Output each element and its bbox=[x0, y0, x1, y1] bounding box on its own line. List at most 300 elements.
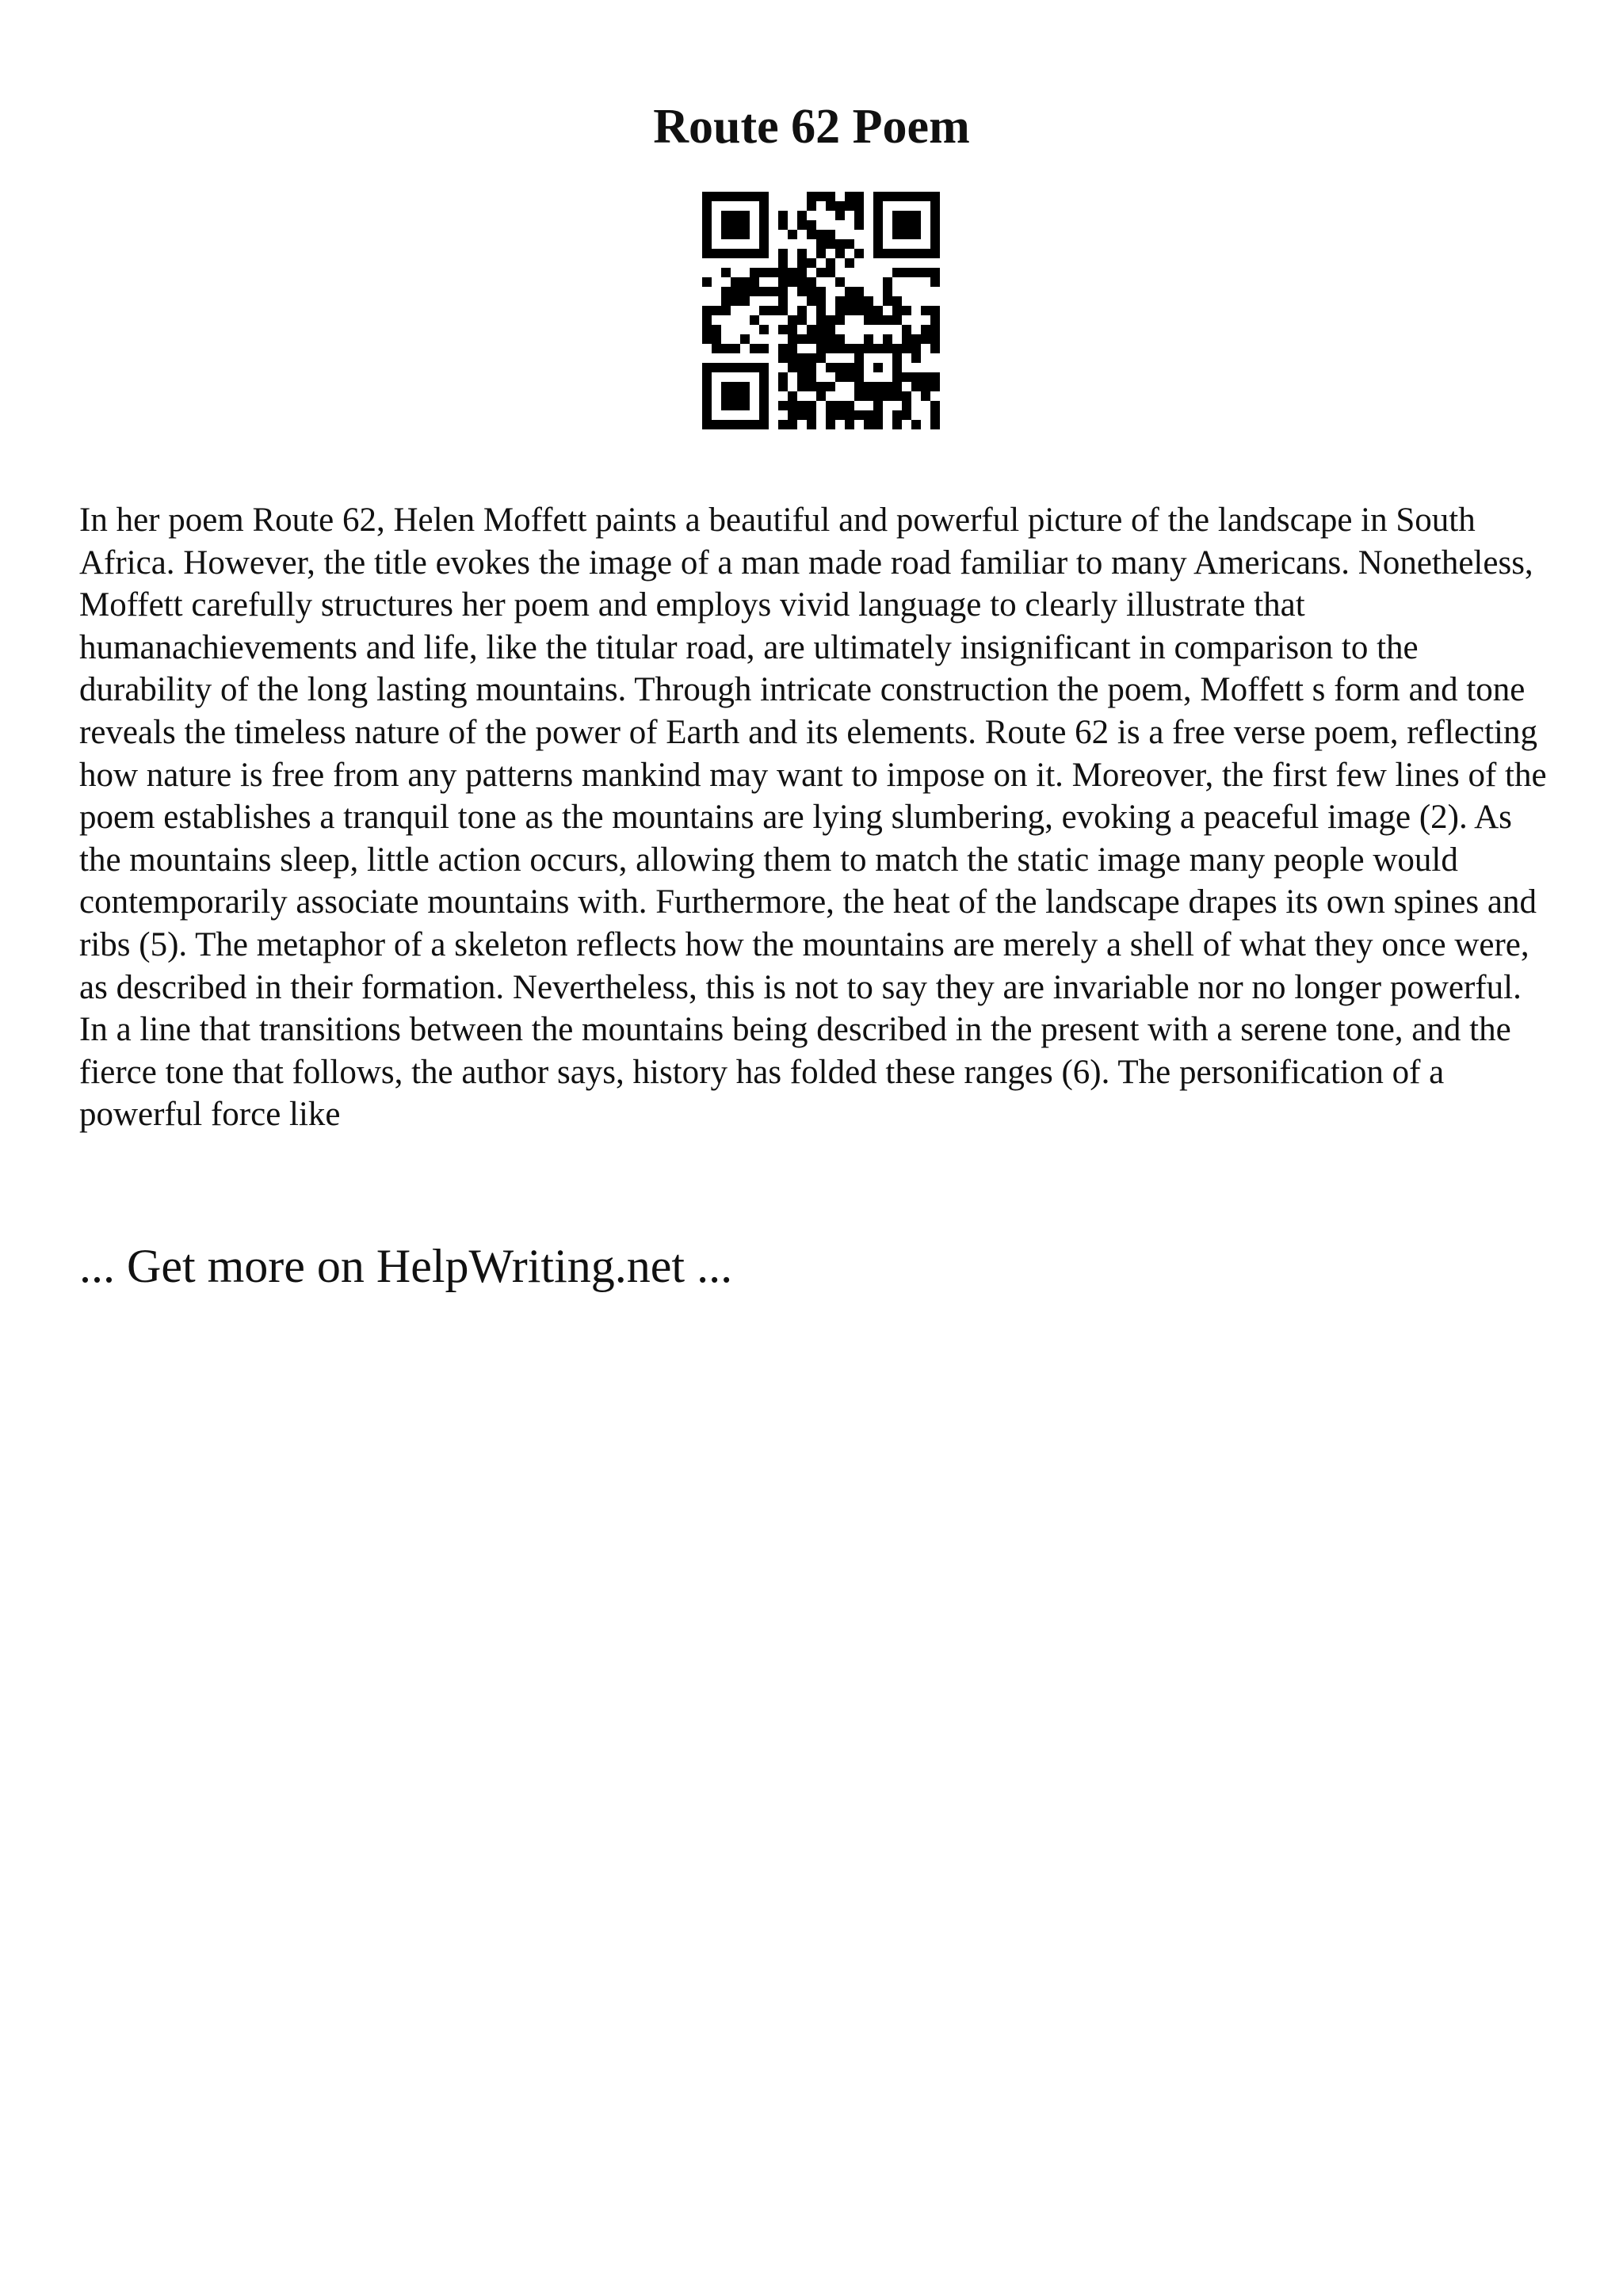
qr-module bbox=[816, 315, 826, 325]
qr-module bbox=[788, 420, 797, 429]
qr-module bbox=[731, 220, 740, 230]
qr-module bbox=[721, 306, 731, 315]
qr-module bbox=[788, 353, 797, 363]
qr-module bbox=[892, 211, 902, 220]
qr-module bbox=[797, 410, 807, 420]
qr-module bbox=[807, 401, 816, 410]
get-more-link[interactable]: ... Get more on HelpWriting.net ... bbox=[79, 1240, 733, 1292]
qr-module bbox=[721, 382, 731, 391]
qr-module bbox=[845, 201, 854, 211]
qr-module bbox=[702, 363, 712, 372]
qr-module bbox=[826, 258, 835, 268]
qr-module bbox=[807, 372, 816, 382]
qr-module bbox=[921, 325, 930, 334]
qr-module bbox=[902, 192, 911, 201]
qr-module bbox=[930, 420, 940, 429]
qr-module bbox=[854, 382, 864, 391]
qr-module bbox=[826, 382, 835, 391]
qr-module bbox=[835, 363, 845, 372]
qr-module bbox=[759, 211, 769, 220]
qr-module bbox=[883, 391, 892, 401]
qr-module bbox=[835, 334, 845, 344]
qr-module bbox=[721, 287, 731, 296]
qr-module bbox=[826, 420, 835, 429]
qr-module bbox=[902, 372, 911, 382]
qr-module bbox=[854, 306, 864, 315]
qr-module bbox=[911, 344, 921, 353]
qr-module bbox=[826, 230, 835, 239]
qr-module bbox=[721, 420, 731, 429]
qr-module bbox=[911, 230, 921, 239]
qr-module bbox=[712, 249, 721, 258]
qr-module bbox=[816, 391, 826, 401]
qr-module bbox=[721, 230, 731, 239]
qr-module bbox=[873, 391, 883, 401]
qr-module bbox=[778, 287, 788, 296]
qr-module bbox=[759, 325, 769, 334]
qr-module bbox=[807, 230, 816, 239]
qr-module bbox=[892, 420, 902, 429]
qr-module bbox=[750, 287, 759, 296]
qr-module bbox=[826, 192, 835, 201]
qr-module bbox=[883, 344, 892, 353]
qr-module bbox=[892, 296, 902, 306]
qr-module bbox=[930, 192, 940, 201]
qr-module bbox=[845, 410, 854, 420]
qr-module bbox=[845, 363, 854, 372]
qr-module bbox=[864, 315, 873, 325]
qr-module bbox=[702, 410, 712, 420]
qr-module bbox=[883, 296, 892, 306]
qr-module bbox=[731, 420, 740, 429]
qr-module bbox=[778, 258, 788, 268]
qr-module bbox=[816, 230, 826, 239]
qr-module bbox=[835, 277, 845, 287]
qr-module bbox=[778, 211, 788, 220]
qr-module bbox=[864, 420, 873, 429]
qr-module bbox=[921, 391, 930, 401]
qr-module bbox=[883, 192, 892, 201]
qr-module bbox=[740, 334, 750, 344]
qr-module bbox=[778, 401, 788, 410]
qr-module bbox=[778, 268, 788, 277]
qr-module bbox=[902, 334, 911, 344]
essay-excerpt: In her poem Route 62, Helen Moffett paints a beautiful and powerful picture of the landscape in South Africa. However, the title evokes the image of a man made road familiar to many Americans. Nonetheless, Moffett carefully structures her poem and employs vivid language to clearly illustrate that humanachievements and life, like the titular road, are ultimately insignificant in comparison to the durability of the long lasting mountains. Through intricate construction the poem, Moffett s form and tone reveals the timeless nature of the power of Earth and its elements. Route 62 is a free verse poem, reflecting how nature is free from any patterns mankind may want to impose on it. Moreover, the first few lines of the poem establishes a tranquil tone as the mountains are lying slumbering, evoking a peaceful image (2). As the mountains sleep, little action occurs, allowing them to match the static image many people would contemporarily associate mountains with. Furthermore, the heat of the landscape drapes its own spines and ribs (5). The metaphor of a skeleton reflects how the mountains are merely a shell of what they once were, as described in their formation. Nevertheless, this is not to say they are invariable nor no longer powerful. In a line that transitions between the mountains being described in the present with a serene tone, and the fierce tone that follows, the author says, history has folded these ranges (6). The personification of a powerful force like bbox=[79, 502, 1547, 1134]
qr-module bbox=[731, 344, 740, 353]
qr-module bbox=[712, 344, 721, 353]
qr-module bbox=[864, 344, 873, 353]
qr-module bbox=[902, 344, 911, 353]
qr-module bbox=[731, 382, 740, 391]
qr-module bbox=[930, 249, 940, 258]
qr-module bbox=[883, 249, 892, 258]
qr-module bbox=[826, 325, 835, 334]
qr-module bbox=[807, 363, 816, 372]
qr-module bbox=[740, 401, 750, 410]
qr-module bbox=[731, 363, 740, 372]
qr-module bbox=[759, 306, 769, 315]
qr-module bbox=[930, 239, 940, 249]
qr-module bbox=[854, 363, 864, 372]
qr-module bbox=[750, 277, 759, 287]
qr-module bbox=[731, 192, 740, 201]
qr-module bbox=[788, 315, 797, 325]
qr-module bbox=[778, 344, 788, 353]
qr-module bbox=[835, 401, 845, 410]
qr-module bbox=[759, 201, 769, 211]
qr-module bbox=[930, 372, 940, 382]
qr-module bbox=[902, 230, 911, 239]
qr-module bbox=[807, 296, 816, 306]
qr-module bbox=[740, 277, 750, 287]
qr-module bbox=[816, 306, 826, 315]
qr-module bbox=[835, 410, 845, 420]
qr-module bbox=[873, 192, 883, 201]
qr-module bbox=[759, 372, 769, 382]
qr-module bbox=[797, 363, 807, 372]
qr-module bbox=[835, 201, 845, 211]
qr-module bbox=[816, 239, 826, 249]
qr-module bbox=[845, 239, 854, 249]
qr-module bbox=[892, 344, 902, 353]
qr-module bbox=[921, 268, 930, 277]
qr-module bbox=[816, 353, 826, 363]
qr-module bbox=[702, 315, 712, 325]
qr-module bbox=[702, 201, 712, 211]
qr-module bbox=[883, 277, 892, 287]
qr-module bbox=[816, 344, 826, 353]
qr-module bbox=[778, 420, 788, 429]
qr-module bbox=[731, 391, 740, 401]
qr-module bbox=[873, 306, 883, 315]
qr-module bbox=[740, 363, 750, 372]
qr-module bbox=[712, 363, 721, 372]
qr-module bbox=[873, 401, 883, 410]
qr-module bbox=[797, 353, 807, 363]
qr-module bbox=[854, 344, 864, 353]
qr-module bbox=[911, 372, 921, 382]
qr-module bbox=[778, 277, 788, 287]
qr-module bbox=[702, 382, 712, 391]
qr-module bbox=[797, 334, 807, 344]
qr-module bbox=[873, 344, 883, 353]
qr-module bbox=[835, 372, 845, 382]
qr-module bbox=[911, 192, 921, 201]
qr-module bbox=[816, 296, 826, 306]
qr-module bbox=[930, 401, 940, 410]
qr-module bbox=[921, 382, 930, 391]
qr-module bbox=[750, 363, 759, 372]
qr-module bbox=[854, 249, 864, 258]
qr-module bbox=[835, 211, 845, 220]
qr-module bbox=[873, 239, 883, 249]
qr-module bbox=[816, 334, 826, 344]
qr-module bbox=[930, 410, 940, 420]
qr-module bbox=[721, 249, 731, 258]
qr-module bbox=[731, 249, 740, 258]
qr-module bbox=[892, 372, 902, 382]
qr-module bbox=[797, 315, 807, 325]
qr-module bbox=[759, 420, 769, 429]
qr-module bbox=[712, 334, 721, 344]
qr-module bbox=[721, 220, 731, 230]
qr-module bbox=[892, 315, 902, 325]
qr-module bbox=[759, 268, 769, 277]
qr-module bbox=[902, 325, 911, 334]
qr-module bbox=[740, 382, 750, 391]
qr-module bbox=[807, 258, 816, 268]
qr-module bbox=[854, 391, 864, 401]
qr-module bbox=[759, 192, 769, 201]
qr-module bbox=[702, 334, 712, 344]
qr-module bbox=[911, 382, 921, 391]
qr-module bbox=[826, 334, 835, 344]
qr-module bbox=[750, 315, 759, 325]
qr-module bbox=[816, 325, 826, 334]
qr-module bbox=[883, 382, 892, 391]
qr-module bbox=[902, 268, 911, 277]
qr-module bbox=[750, 268, 759, 277]
qr-module bbox=[797, 220, 807, 230]
qr-module bbox=[892, 249, 902, 258]
qr-module bbox=[731, 277, 740, 287]
qr-module bbox=[845, 287, 854, 296]
qr-module bbox=[778, 306, 788, 315]
qr-module bbox=[740, 391, 750, 401]
qr-module bbox=[835, 344, 845, 353]
qr-module bbox=[712, 192, 721, 201]
qr-module bbox=[721, 401, 731, 410]
qr-module bbox=[807, 334, 816, 344]
qr-module bbox=[702, 391, 712, 401]
qr-module bbox=[854, 192, 864, 201]
qr-module bbox=[740, 211, 750, 220]
qr-module bbox=[902, 249, 911, 258]
qr-module bbox=[864, 382, 873, 391]
qr-module bbox=[854, 410, 864, 420]
qr-module bbox=[930, 277, 940, 287]
qr-module bbox=[759, 287, 769, 296]
qr-module bbox=[835, 239, 845, 249]
qr-module bbox=[845, 344, 854, 353]
qr-module bbox=[873, 220, 883, 230]
qr-module bbox=[930, 230, 940, 239]
qr-module bbox=[788, 230, 797, 239]
qr-module bbox=[721, 296, 731, 306]
qr-module bbox=[930, 382, 940, 391]
qr-module bbox=[892, 220, 902, 230]
qr-module bbox=[902, 220, 911, 230]
qr-module bbox=[712, 325, 721, 334]
qr-module bbox=[892, 391, 902, 401]
qr-module bbox=[797, 382, 807, 391]
qr-module bbox=[854, 220, 864, 230]
qr-module bbox=[740, 249, 750, 258]
qr-module bbox=[740, 192, 750, 201]
qr-module bbox=[807, 410, 816, 420]
qr-code-icon bbox=[702, 192, 940, 429]
qr-module bbox=[902, 211, 911, 220]
qr-module bbox=[778, 353, 788, 363]
qr-module bbox=[892, 410, 902, 420]
qr-module bbox=[702, 420, 712, 429]
qr-module bbox=[930, 268, 940, 277]
qr-module bbox=[788, 334, 797, 344]
qr-module bbox=[769, 287, 778, 296]
qr-module bbox=[740, 296, 750, 306]
qr-module bbox=[930, 315, 940, 325]
qr-module bbox=[921, 192, 930, 201]
qr-module bbox=[807, 201, 816, 211]
qr-module bbox=[778, 220, 788, 230]
qr-module bbox=[750, 344, 759, 353]
qr-module bbox=[864, 410, 873, 420]
qr-module bbox=[797, 277, 807, 287]
qr-module bbox=[807, 353, 816, 363]
qr-module bbox=[835, 306, 845, 315]
qr-module bbox=[807, 220, 816, 230]
qr-module bbox=[721, 391, 731, 401]
qr-module bbox=[759, 249, 769, 258]
qr-module bbox=[807, 287, 816, 296]
qr-module bbox=[750, 249, 759, 258]
qr-module bbox=[854, 372, 864, 382]
qr-module bbox=[854, 353, 864, 363]
qr-module bbox=[759, 382, 769, 391]
qr-module bbox=[930, 201, 940, 211]
qr-module bbox=[807, 192, 816, 201]
qr-module bbox=[807, 325, 816, 334]
qr-module bbox=[816, 268, 826, 277]
qr-module bbox=[797, 372, 807, 382]
qr-module bbox=[759, 344, 769, 353]
qr-module bbox=[826, 410, 835, 420]
qr-module bbox=[892, 363, 902, 372]
qr-module bbox=[788, 410, 797, 420]
qr-module bbox=[731, 287, 740, 296]
qr-module bbox=[864, 306, 873, 315]
qr-module bbox=[759, 239, 769, 249]
qr-module bbox=[778, 296, 788, 306]
qr-module bbox=[740, 287, 750, 296]
qr-module bbox=[921, 372, 930, 382]
qr-module bbox=[778, 249, 788, 258]
qr-module bbox=[797, 249, 807, 258]
qr-module bbox=[930, 325, 940, 334]
qr-module bbox=[721, 363, 731, 372]
qr-module bbox=[702, 372, 712, 382]
page-title: Route 62 Poem bbox=[653, 100, 970, 154]
qr-module bbox=[873, 249, 883, 258]
qr-module bbox=[788, 325, 797, 334]
qr-module bbox=[873, 420, 883, 429]
qr-module bbox=[750, 420, 759, 429]
qr-module bbox=[816, 382, 826, 391]
qr-module bbox=[873, 410, 883, 420]
qr-module bbox=[702, 220, 712, 230]
qr-module bbox=[902, 401, 911, 410]
qr-module bbox=[930, 334, 940, 344]
qr-module bbox=[731, 211, 740, 220]
qr-module bbox=[854, 287, 864, 296]
qr-module bbox=[845, 306, 854, 315]
qr-module bbox=[873, 315, 883, 325]
qr-module bbox=[902, 306, 911, 315]
qr-module bbox=[845, 372, 854, 382]
qr-module bbox=[826, 344, 835, 353]
qr-module bbox=[731, 230, 740, 239]
qr-module bbox=[712, 420, 721, 429]
qr-module bbox=[911, 220, 921, 230]
qr-module bbox=[873, 363, 883, 372]
qr-module bbox=[845, 192, 854, 201]
qr-module bbox=[816, 287, 826, 296]
qr-module bbox=[731, 296, 740, 306]
qr-module bbox=[759, 230, 769, 239]
qr-module bbox=[911, 211, 921, 220]
qr-module bbox=[740, 230, 750, 239]
qr-module bbox=[797, 258, 807, 268]
qr-module bbox=[911, 249, 921, 258]
qr-module bbox=[845, 258, 854, 268]
qr-module bbox=[759, 401, 769, 410]
qr-module bbox=[835, 315, 845, 325]
qr-module bbox=[788, 401, 797, 410]
qr-module bbox=[921, 306, 930, 315]
qr-module bbox=[826, 201, 835, 211]
qr-module bbox=[902, 410, 911, 420]
qr-module bbox=[702, 239, 712, 249]
qr-module bbox=[702, 325, 712, 334]
qr-module bbox=[797, 268, 807, 277]
qr-module bbox=[721, 211, 731, 220]
qr-module bbox=[873, 230, 883, 239]
qr-module bbox=[864, 334, 873, 344]
qr-module bbox=[892, 268, 902, 277]
qr-module bbox=[797, 306, 807, 315]
qr-module bbox=[835, 296, 845, 306]
qr-code-graphic bbox=[702, 192, 940, 429]
qr-module bbox=[788, 391, 797, 401]
qr-module bbox=[702, 306, 712, 315]
qr-module bbox=[788, 277, 797, 287]
qr-module bbox=[769, 268, 778, 277]
qr-module bbox=[721, 268, 731, 277]
qr-module bbox=[769, 306, 778, 315]
qr-module bbox=[873, 382, 883, 391]
qr-module bbox=[883, 287, 892, 296]
qr-module bbox=[759, 363, 769, 372]
qr-module bbox=[892, 306, 902, 315]
qr-module bbox=[702, 249, 712, 258]
qr-module bbox=[702, 401, 712, 410]
qr-module bbox=[797, 401, 807, 410]
qr-module bbox=[883, 315, 892, 325]
qr-module bbox=[892, 382, 902, 391]
qr-module bbox=[731, 401, 740, 410]
qr-module bbox=[930, 344, 940, 353]
qr-module bbox=[854, 296, 864, 306]
qr-module bbox=[712, 306, 721, 315]
qr-module bbox=[845, 420, 854, 429]
qr-module bbox=[883, 334, 892, 344]
qr-module bbox=[826, 401, 835, 410]
qr-module bbox=[911, 353, 921, 363]
qr-module bbox=[826, 268, 835, 277]
qr-module bbox=[807, 277, 816, 287]
qr-module bbox=[750, 192, 759, 201]
qr-module bbox=[892, 230, 902, 239]
